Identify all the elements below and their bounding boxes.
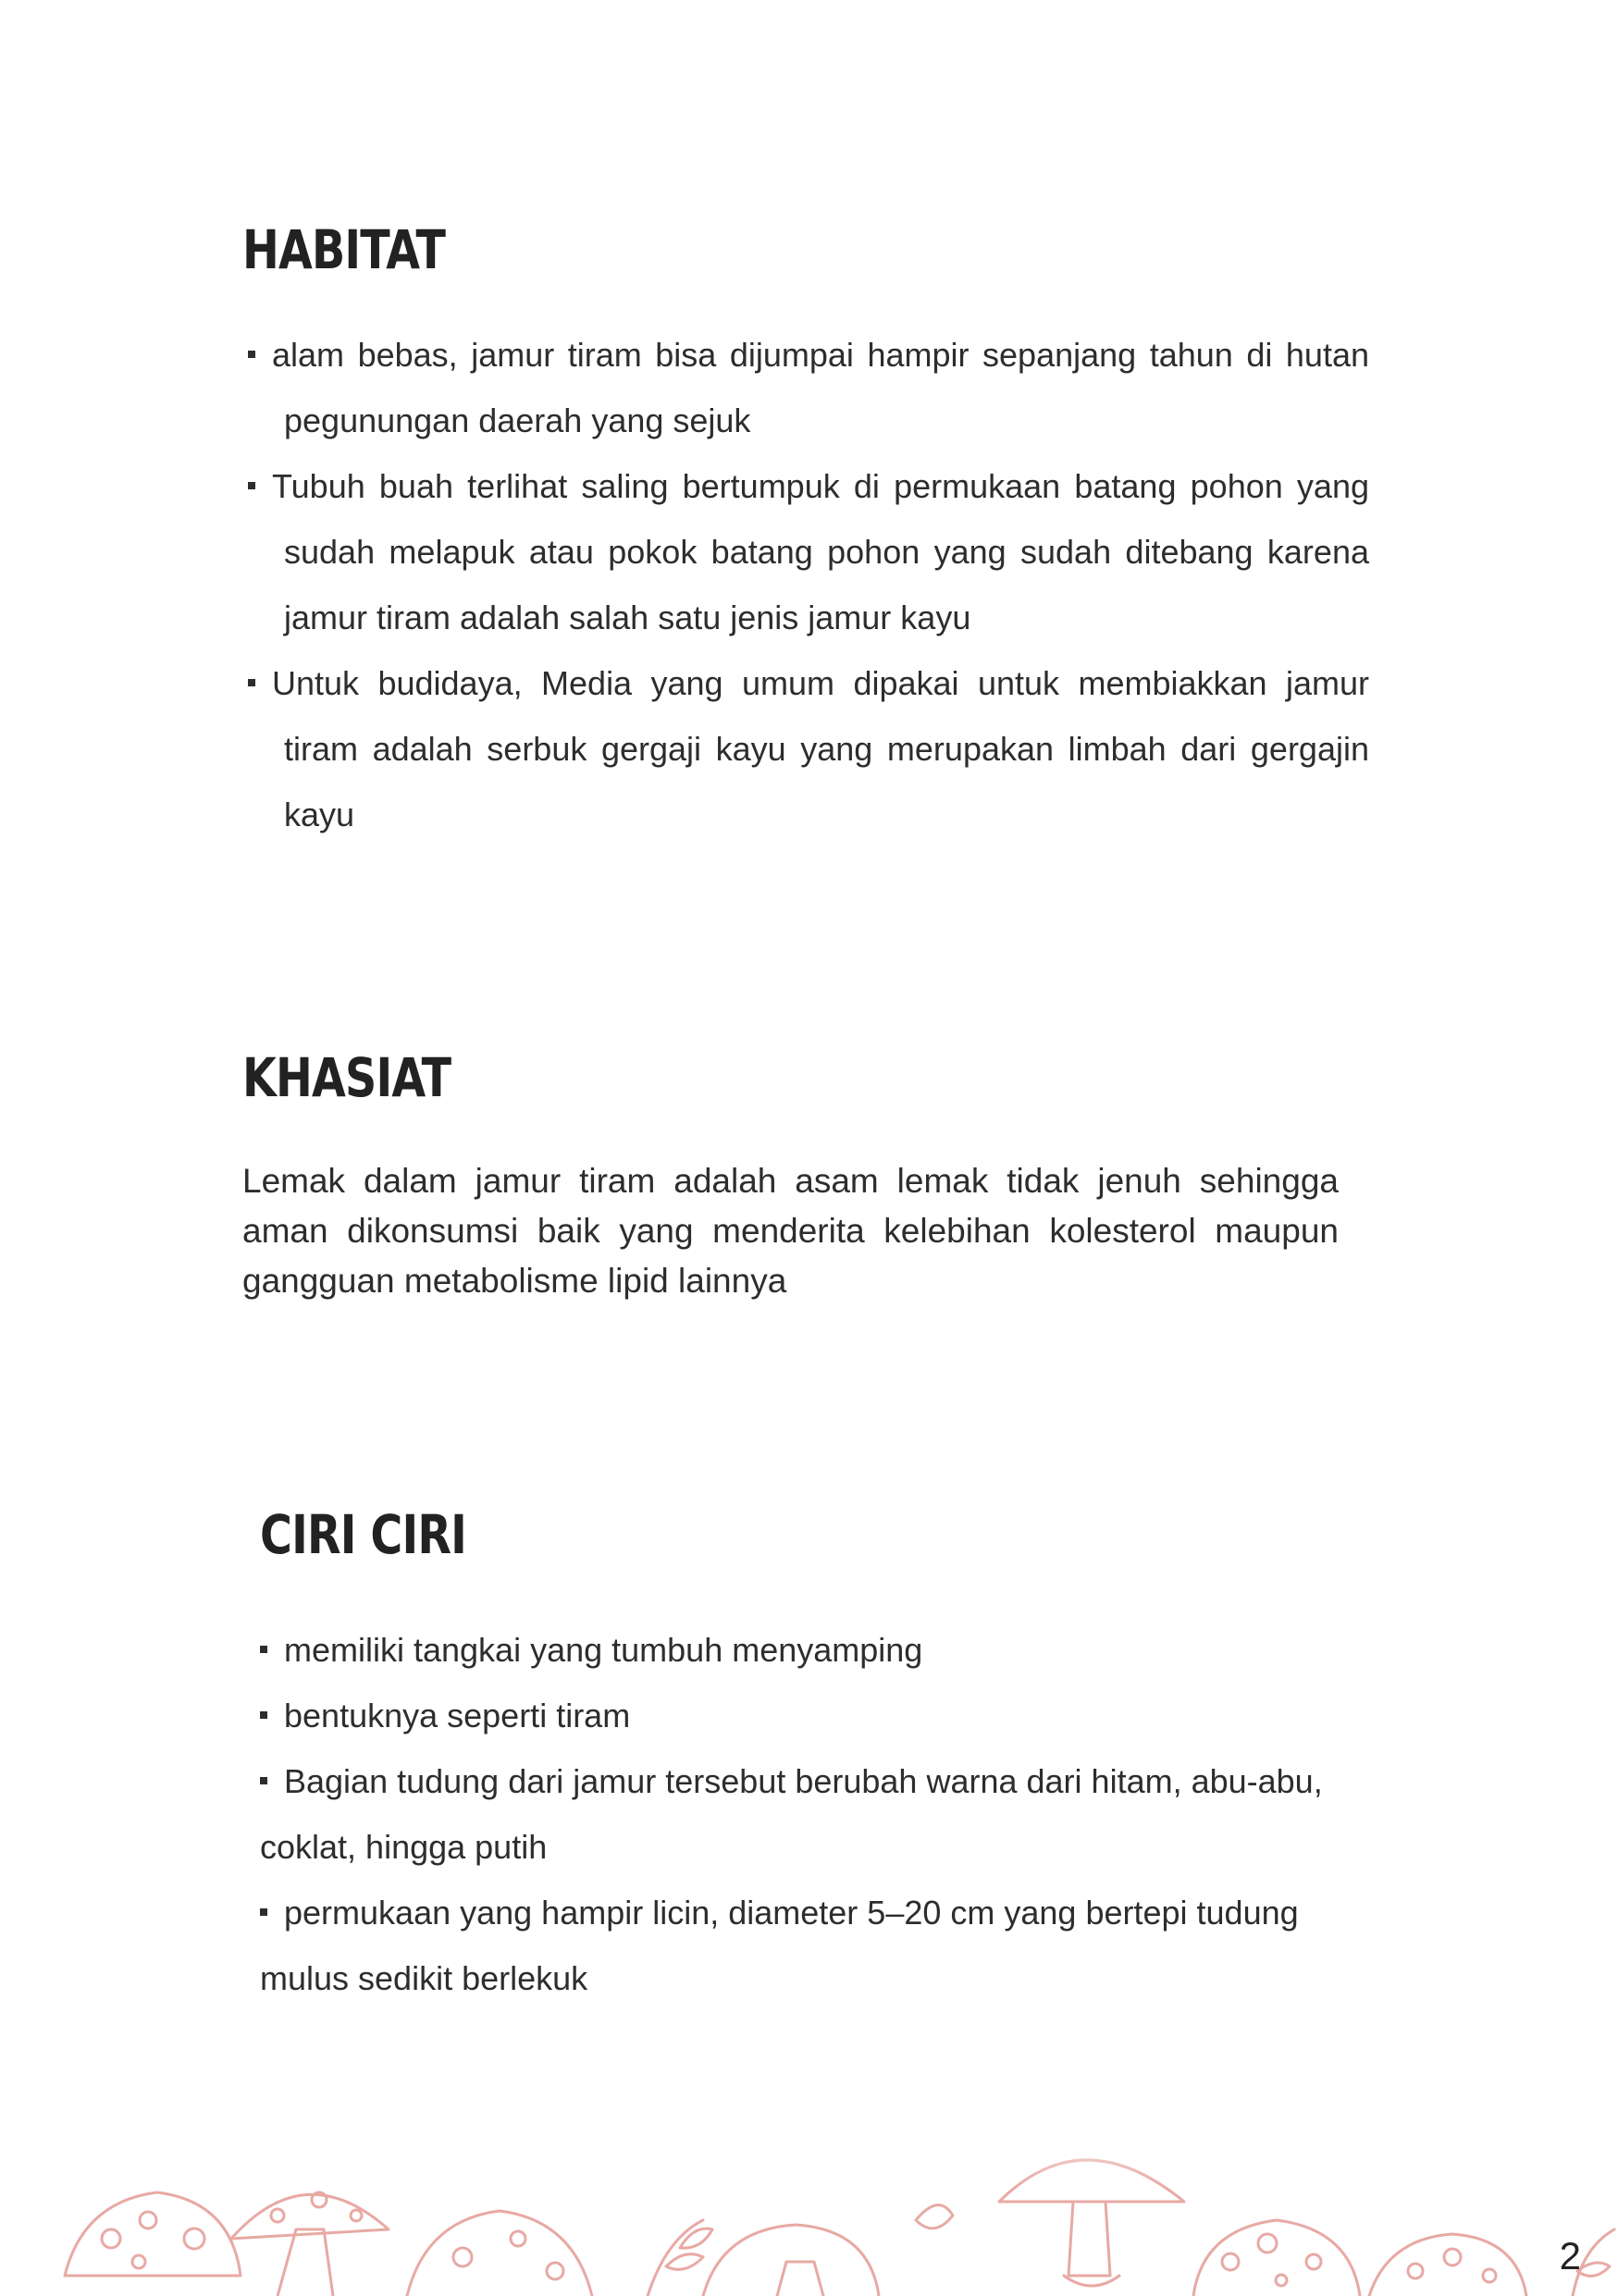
bullet-icon — [260, 1646, 267, 1653]
ciri-heading: CIRI CIRI — [260, 1503, 467, 1566]
bullet-icon — [248, 482, 255, 489]
ciri-list — [260, 1617, 1333, 2011]
list-item: alam bebas, jamur tiram bisa dijumpai hampir sepanjang tahun di hutan pegunungan daerah yang sejuk — [242, 322, 1369, 453]
mushroom-border-decoration — [0, 2100, 1618, 2296]
list-item: memiliki tangkai yang tumbuh menyamping — [260, 1617, 1333, 1683]
list-item: Bagian tudung dari jamur tersebut berubah warna dari hitam, abu-abu, coklat, hingga putih — [260, 1762, 1323, 1866]
list-item: Tubuh buah terlihat saling bertumpuk di permukaan batang pohon yang sudah melapuk atau pokok batang pohon yang sudah ditebang karena jamur tiram adalah salah satu jenis jamur kayu — [242, 453, 1369, 650]
bullet-icon — [260, 1908, 267, 1916]
habitat-heading: HABITAT — [242, 218, 446, 281]
bullet-icon — [260, 1777, 267, 1784]
habitat-list — [242, 322, 1369, 847]
list-item: Untuk budidaya, Media yang umum dipakai untuk membiakkan jamur tiram adalah serbuk gergaji kayu yang merupakan limbah dari gergajin kayu — [242, 650, 1369, 847]
khasiat-paragraph: Lemak dalam jamur tiram adalah asam lemak tidak jenuh sehingga aman dikonsumsi baik yang menderita kelebihan kolesterol maupun gangguan metabolisme lipid lainnya — [242, 1162, 1339, 1300]
list-item: permukaan yang hampir licin, diameter 5–20 cm yang bertepi tudung mulus sedikit berlekuk — [260, 1894, 1299, 1997]
bullet-icon — [248, 351, 255, 358]
page-number: 2 — [1559, 2234, 1581, 2277]
list-item: bentuknya seperti tiram — [260, 1683, 1333, 1748]
bullet-icon — [260, 1711, 267, 1719]
khasiat-heading: KHASIAT — [242, 1046, 451, 1109]
bullet-icon — [248, 679, 255, 686]
